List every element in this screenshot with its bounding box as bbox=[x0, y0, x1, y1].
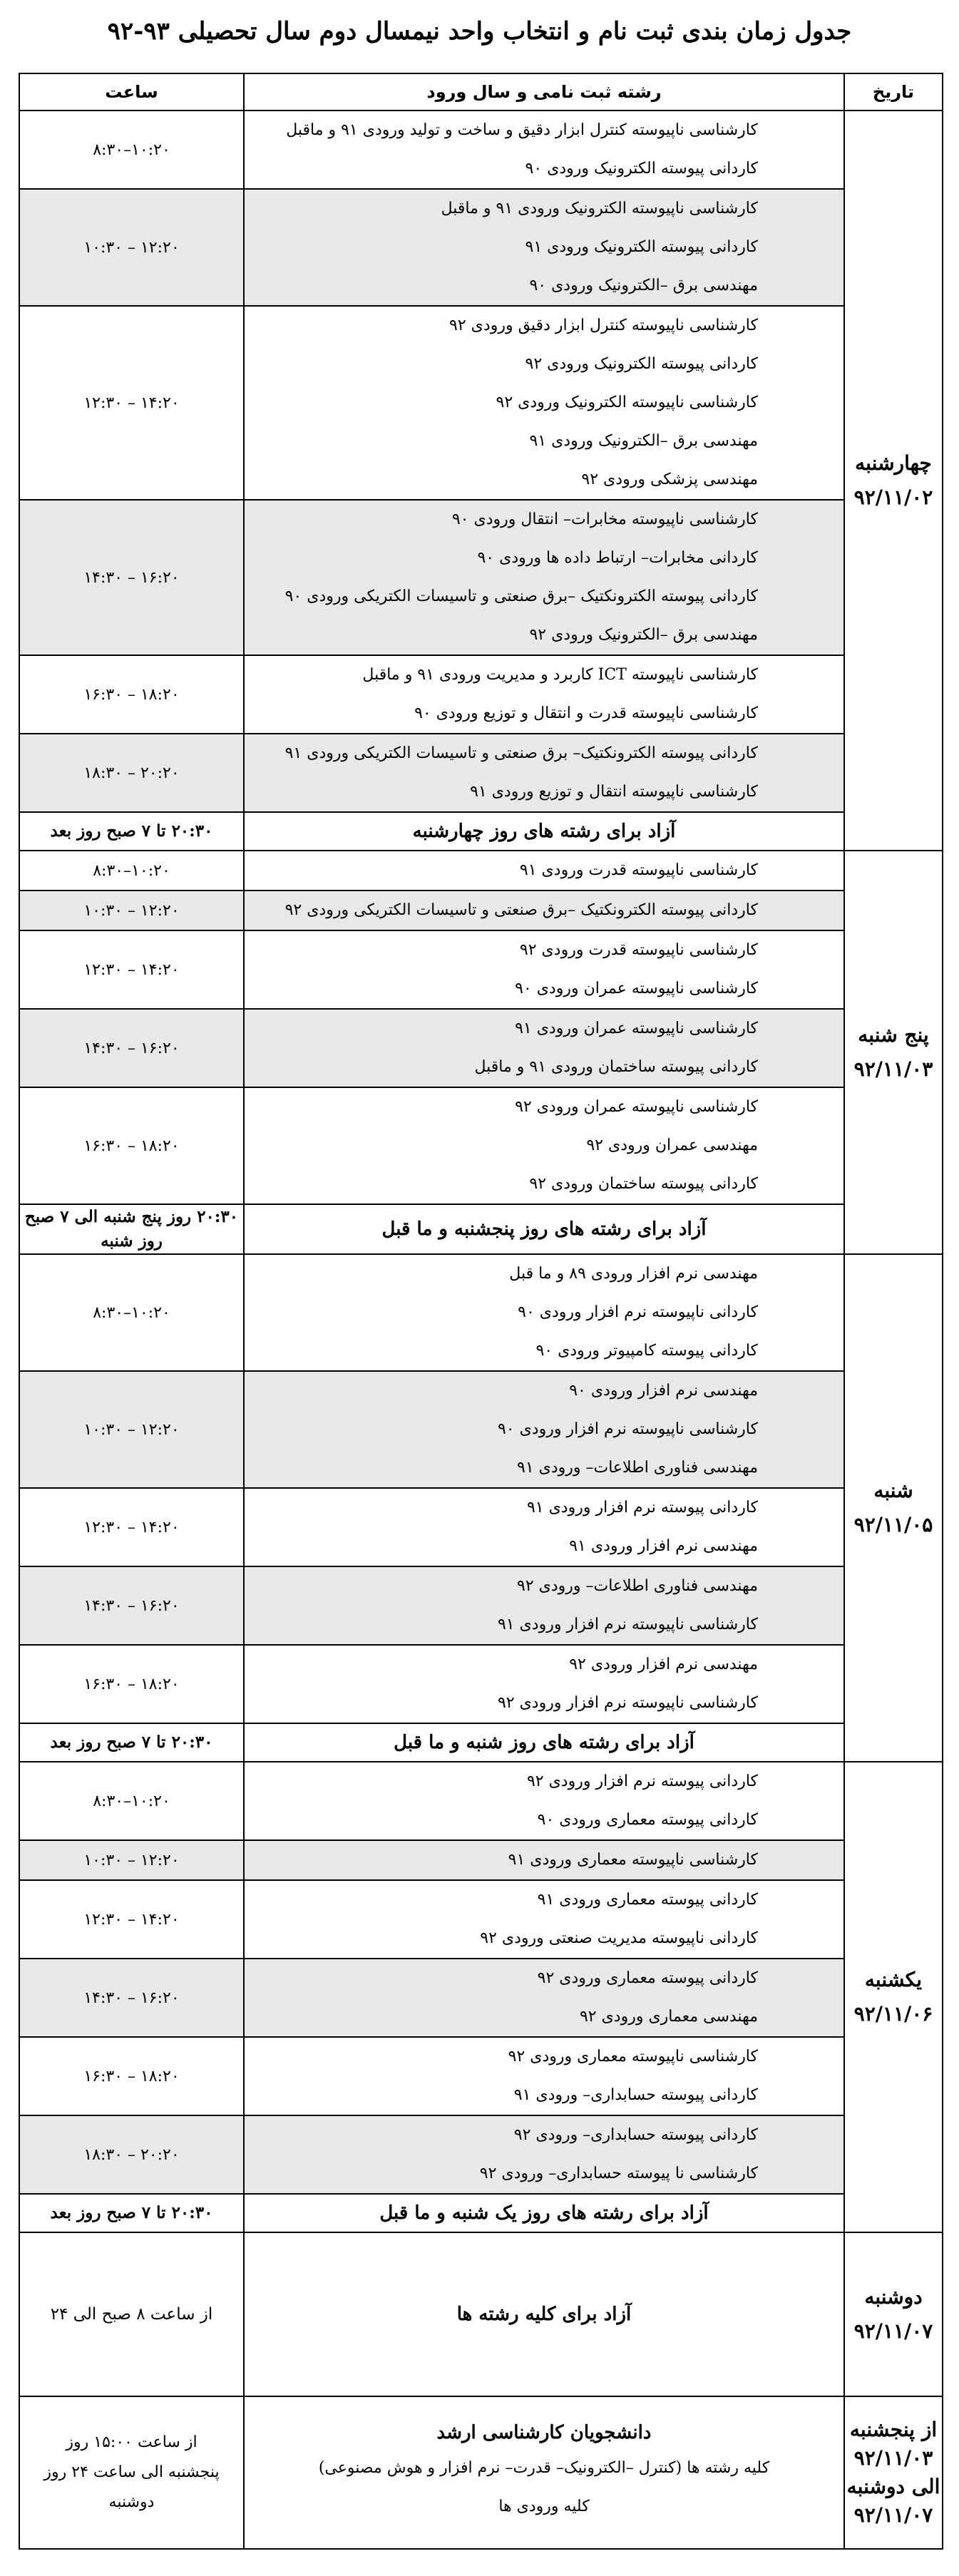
time-cell: ۸:۳۰–۱۰:۲۰ bbox=[19, 1254, 244, 1371]
slot-row bbox=[19, 891, 943, 930]
time-cell: ۱۸:۳۰ – ۲۰:۲۰ bbox=[19, 734, 244, 812]
slot-row bbox=[19, 500, 943, 655]
masters-time-line: پنجشنبه الی ساعت ۲۴ روز bbox=[43, 2463, 220, 2481]
program-line: کاردانی پیوسته حسابداری– ورودی ۹۱ bbox=[513, 2086, 758, 2104]
program-line: کارشناسی ناپیوسته انتقال و توزیع ورودی ۹۱ bbox=[470, 783, 758, 801]
monday-time: از ساعت ۸ صبح الی ۲۴ bbox=[19, 2232, 244, 2396]
program-line: کارشناسی ناپیوسته نرم افزار ورودی ۹۱ bbox=[497, 1616, 758, 1633]
program-line: کارشناسی ناپیوسته قدرت ورودی ۹۲ bbox=[519, 941, 758, 959]
program-cell bbox=[244, 500, 844, 655]
program-cell bbox=[244, 891, 844, 930]
time-cell: ۱۶:۳۰ – ۱۸:۲۰ bbox=[19, 2037, 244, 2115]
program-line: مهندسی معماری ورودی ۹۲ bbox=[579, 2008, 758, 2026]
program-line: کاردانی پیوسته الکترونیک ورودی ۹۲ bbox=[525, 355, 758, 373]
free-label: آزاد برای رشته های روز یک شنبه و ما قبل bbox=[244, 2194, 844, 2232]
program-cell bbox=[244, 930, 844, 1009]
program-line: کاردانی پیوسته الکترونیک ورودی ۹۰ bbox=[525, 160, 758, 178]
time-cell: ۱۲:۳۰ – ۱۴:۲۰ bbox=[19, 1488, 244, 1566]
program-cell bbox=[244, 1880, 844, 1959]
header-row bbox=[19, 73, 943, 111]
free-time: ۲۰:۳۰ تا ۷ صبح روز بعد bbox=[19, 812, 244, 851]
day-name: یکشنبه bbox=[864, 1968, 923, 1991]
slot-row bbox=[19, 1488, 943, 1566]
program-cell bbox=[244, 1009, 844, 1087]
program-line: کارشناسی ناپیوسته معماری ورودی ۹۲ bbox=[508, 2048, 758, 2066]
program-line: مهندسی برق –الکترونیک ورودی ۹۱ bbox=[529, 432, 758, 450]
program-header: رشته ثبت نامی و سال ورود bbox=[244, 73, 844, 111]
masters-row bbox=[19, 2396, 943, 2549]
program-line: کاردانی پیوسته الکترونکتیک –برق صنعتی و تاسیسات الکتریکی ورودی ۹۰ bbox=[284, 587, 758, 605]
program-cell bbox=[244, 1762, 844, 1840]
program-line: مهندسی برق –الکترونیک ورودی ۹۲ bbox=[529, 626, 758, 644]
slot-row bbox=[19, 1959, 943, 2037]
program-line: کارشناسی ناپیوسته عمران ورودی ۹۲ bbox=[515, 1098, 758, 1116]
program-line: کاردانی پیوسته حسابداری– ورودی ۹۲ bbox=[513, 2126, 758, 2144]
program-cell bbox=[244, 306, 844, 500]
program-line: کاردانی پیوسته معماری ورودی ۹۰ bbox=[537, 1811, 758, 1829]
program-cell bbox=[244, 1840, 844, 1880]
masters-title: دانشجویان کارشناسی ارشد bbox=[436, 2422, 652, 2443]
day-name: شنبه bbox=[873, 1479, 913, 1502]
free-label: آزاد برای رشته های روز پنجشنبه و ما قبل bbox=[244, 1204, 844, 1254]
slot-row bbox=[19, 2037, 943, 2115]
program-cell bbox=[244, 1959, 844, 2037]
slot-row bbox=[19, 1566, 943, 1645]
program-line: مهندسی نرم افزار ورودی ۹۲ bbox=[569, 1656, 758, 1673]
day-name: دوشنبه bbox=[864, 2285, 923, 2309]
program-line: کاردانی پیوسته معماری ورودی ۹۲ bbox=[537, 1969, 758, 1987]
program-cell bbox=[244, 111, 844, 189]
day-date-cell bbox=[844, 1762, 943, 2232]
masters-line: کلیه رشته ها (کنترل –الکترونیک– قدرت– نرم افزار و هوش مصنوعی) bbox=[318, 2459, 770, 2477]
program-cell bbox=[244, 851, 844, 891]
masters-date-line: ۹۲/۱۱/۰۳ bbox=[853, 2446, 933, 2470]
time-cell: ۸:۳۰–۱۰:۲۰ bbox=[19, 111, 244, 189]
monday-date-cell bbox=[844, 2232, 943, 2396]
slot-row bbox=[19, 1254, 943, 1371]
program-cell bbox=[244, 189, 844, 306]
slot-row bbox=[19, 111, 943, 189]
program-cell bbox=[244, 1566, 844, 1645]
program-line: کارشناسی ناپیوسته عمران ورودی ۹۰ bbox=[515, 980, 758, 997]
free-row bbox=[19, 2194, 943, 2232]
program-line: مهندسی فناوری اطلاعات– ورودی ۹۲ bbox=[517, 1577, 758, 1595]
time-cell: ۱۶:۳۰ – ۱۸:۲۰ bbox=[19, 1645, 244, 1723]
day-date: ۹۲/۱۱/۰۲ bbox=[853, 486, 933, 509]
masters-line: کلیه ورودی ها bbox=[498, 2498, 590, 2515]
time-cell: ۱۰:۳۰ – ۱۲:۲۰ bbox=[19, 1840, 244, 1880]
free-time: ۲۰:۳۰ روز پنج شنبه الی ۷ صبح روز شنبه bbox=[19, 1204, 244, 1254]
program-line: کاردانی مخابرات– ارتباط داده ها ورودی ۹۰ bbox=[477, 549, 758, 567]
time-header: ساعت bbox=[19, 73, 244, 111]
slot-row bbox=[19, 189, 943, 306]
masters-time-line: دوشنبه bbox=[108, 2493, 155, 2511]
time-cell: ۱۴:۳۰ – ۱۶:۲۰ bbox=[19, 1566, 244, 1645]
program-line: کارشناسی ناپیوسته نرم افزار ورودی ۹۰ bbox=[497, 1420, 758, 1438]
time-cell: ۱۸:۳۰ – ۲۰:۲۰ bbox=[19, 2115, 244, 2194]
free-time: ۲۰:۳۰ تا ۷ صبح روز بعد bbox=[19, 2194, 244, 2232]
program-line: مهندسی نرم افزار ورودی ۹۰ bbox=[569, 1382, 758, 1400]
slot-row bbox=[19, 1762, 943, 1840]
program-line: کارشناسی ناپیوسته عمران ورودی ۹۱ bbox=[515, 1020, 758, 1037]
program-line: کارشناسی ناپیوسته نرم افزار ورودی ۹۲ bbox=[497, 1694, 758, 1712]
program-line: کاردانی پیوسته نرم افزار ورودی ۹۱ bbox=[526, 1499, 758, 1517]
program-line: کارشناسی ناپیوسته معماری ورودی ۹۱ bbox=[508, 1851, 758, 1869]
free-row bbox=[19, 1723, 943, 1762]
program-cell bbox=[244, 655, 844, 734]
program-line: کارشناسی ناپیوسته الکترونیک ورودی ۹۲ bbox=[496, 394, 758, 411]
time-cell: ۱۰:۳۰ – ۱۲:۲۰ bbox=[19, 1371, 244, 1488]
time-cell: ۱۶:۳۰ – ۱۸:۲۰ bbox=[19, 655, 244, 734]
time-cell: ۱۲:۳۰ – ۱۴:۲۰ bbox=[19, 1880, 244, 1959]
day-name: پنج شنبه bbox=[858, 1023, 929, 1047]
slot-row bbox=[19, 1645, 943, 1723]
slot-row bbox=[19, 655, 943, 734]
program-line: کارشناسی ناپیوسته قدرت ورودی ۹۱ bbox=[519, 861, 758, 879]
program-cell bbox=[244, 1254, 844, 1371]
program-line: مهندسی پزشکی ورودی ۹۲ bbox=[581, 471, 758, 488]
program-line: کاردانی پیوسته الکترونکتیک –برق صنعتی و تاسیسات الکتریکی ورودی ۹۲ bbox=[284, 901, 758, 919]
schedule-table bbox=[19, 73, 943, 2550]
program-line: کارشناسی ناپیوسته کنترل ابزار دقیق و ساخت و تولید ورودی ۹۱ و ماقبل bbox=[286, 121, 758, 139]
free-row bbox=[19, 1204, 943, 1254]
slot-row bbox=[19, 1371, 943, 1488]
date-header: تاریخ bbox=[844, 73, 943, 111]
program-cell bbox=[244, 1087, 844, 1204]
program-line: کارشناسی ناپیوسته کنترل ابزار دقیق ورودی ۹۲ bbox=[449, 317, 758, 334]
masters-program-cell bbox=[244, 2396, 844, 2549]
free-row bbox=[19, 812, 943, 851]
program-cell bbox=[244, 734, 844, 812]
program-line: کاردانی ناپیوسته نرم افزار ورودی ۹۰ bbox=[518, 1303, 758, 1321]
masters-time-line: از ساعت ۱۵:۰۰ روز bbox=[66, 2433, 198, 2451]
slot-row bbox=[19, 1009, 943, 1087]
monday-label: آزاد برای کلیه رشته ها bbox=[244, 2232, 844, 2396]
program-line: کارشناسی ناپیوسته قدرت و انتقال و توزیع ورودی ۹۰ bbox=[414, 704, 758, 722]
slot-row bbox=[19, 1087, 943, 1204]
program-line: کاردانی پیوسته الکترونکتیک– برق صنعتی و تاسیسات الکتریکی ورودی ۹۱ bbox=[284, 744, 758, 762]
day-name: چهارشنبه bbox=[855, 451, 932, 475]
day-date: ۹۲/۱۱/۰۷ bbox=[853, 2319, 933, 2343]
free-label: آزاد برای رشته های روز شنبه و ما قبل bbox=[244, 1723, 844, 1762]
program-cell bbox=[244, 1371, 844, 1488]
masters-time-cell bbox=[19, 2396, 244, 2549]
slot-row bbox=[19, 1840, 943, 1880]
program-line: مهندسی نرم افزار ورودی ۸۹ و ما قبل bbox=[509, 1265, 758, 1283]
time-cell: ۱۴:۳۰ – ۱۶:۲۰ bbox=[19, 1009, 244, 1087]
program-line: مهندسی فناوری اطلاعات– ورودی ۹۱ bbox=[517, 1459, 758, 1477]
program-line: کارشناسی ناپیوسته الکترونیک ورودی ۹۱ و ماقبل bbox=[441, 200, 758, 217]
program-line: کارشناسی ناپیوسته ICT کاربرد و مدیریت ورودی ۹۱ و ماقبل bbox=[362, 666, 758, 684]
schedule-body bbox=[19, 111, 943, 2549]
program-cell bbox=[244, 1645, 844, 1723]
time-cell: ۱۰:۳۰ – ۱۲:۲۰ bbox=[19, 189, 244, 306]
program-line: کاردانی پیوسته نرم افزار ورودی ۹۲ bbox=[526, 1772, 758, 1790]
masters-date-line: الی دوشنبه bbox=[846, 2475, 940, 2498]
masters-date-cell bbox=[844, 2396, 943, 2549]
program-cell bbox=[244, 1488, 844, 1566]
program-line: کاردانی ناپیوسته مدیریت صنعتی ورودی ۹۲ bbox=[480, 1929, 758, 1947]
slot-row bbox=[19, 734, 943, 812]
time-cell: ۱۰:۳۰ – ۱۲:۲۰ bbox=[19, 891, 244, 930]
time-cell: ۸:۳۰–۱۰:۲۰ bbox=[19, 851, 244, 891]
day-date-cell bbox=[844, 851, 943, 1254]
slot-row bbox=[19, 930, 943, 1009]
day-date-cell bbox=[844, 1254, 943, 1762]
slot-row bbox=[19, 851, 943, 891]
day-date: ۹۲/۱۱/۰۶ bbox=[853, 2002, 933, 2026]
slot-row bbox=[19, 2115, 943, 2194]
page-title: جدول زمان بندی ثبت نام و انتخاب واحد نیمسال دوم سال تحصیلی ۹۳-۹۲ bbox=[107, 17, 852, 46]
day-date: ۹۲/۱۱/۰۳ bbox=[853, 1057, 933, 1081]
time-cell: ۱۴:۳۰ – ۱۶:۲۰ bbox=[19, 500, 244, 655]
program-line: کاردانی پیوسته معماری ورودی ۹۱ bbox=[537, 1891, 758, 1909]
monday-row bbox=[19, 2232, 943, 2396]
time-cell: ۱۴:۳۰ – ۱۶:۲۰ bbox=[19, 1959, 244, 2037]
program-line: کارشناسی ناپیوسته مخابرات– انتقال ورودی ۹۰ bbox=[451, 510, 758, 528]
time-cell: ۱۲:۳۰ – ۱۴:۲۰ bbox=[19, 930, 244, 1009]
program-line: کاردانی پیوسته کامپیوتر ورودی ۹۰ bbox=[535, 1342, 758, 1360]
time-cell: ۸:۳۰–۱۰:۲۰ bbox=[19, 1762, 244, 1840]
day-date: ۹۲/۱۱/۰۵ bbox=[853, 1513, 933, 1536]
masters-date-line: ۹۲/۱۱/۰۷ bbox=[853, 2503, 933, 2527]
slot-row bbox=[19, 1880, 943, 1959]
time-cell: ۱۲:۳۰ – ۱۴:۲۰ bbox=[19, 306, 244, 500]
program-line: مهندسی عمران ورودی ۹۲ bbox=[586, 1136, 758, 1154]
program-line: کاردانی پیوسته ساختمان ورودی ۹۲ bbox=[529, 1175, 758, 1193]
program-line: مهندسی نرم افزار ورودی ۹۱ bbox=[569, 1537, 758, 1555]
free-label: آزاد برای رشته های روز چهارشنبه bbox=[244, 812, 844, 851]
program-cell bbox=[244, 2037, 844, 2115]
masters-date-line: از پنجشنبه bbox=[849, 2418, 938, 2441]
slot-row bbox=[19, 306, 943, 500]
program-line: کاردانی پیوسته الکترونیک ورودی ۹۱ bbox=[525, 238, 758, 256]
program-line: کارشناسی نا پیوسته حسابداری– ورودی ۹۲ bbox=[479, 2165, 758, 2182]
program-line: کاردانی پیوسته ساختمان ورودی ۹۱ و ماقبل bbox=[474, 1058, 758, 1076]
free-time: ۲۰:۳۰ تا ۷ صبح روز بعد bbox=[19, 1723, 244, 1762]
day-date-cell bbox=[844, 111, 943, 851]
time-cell: ۱۶:۳۰ – ۱۸:۲۰ bbox=[19, 1087, 244, 1204]
program-cell bbox=[244, 2115, 844, 2194]
program-line: مهندسی برق –الکترونیک ورودی ۹۰ bbox=[529, 277, 758, 294]
